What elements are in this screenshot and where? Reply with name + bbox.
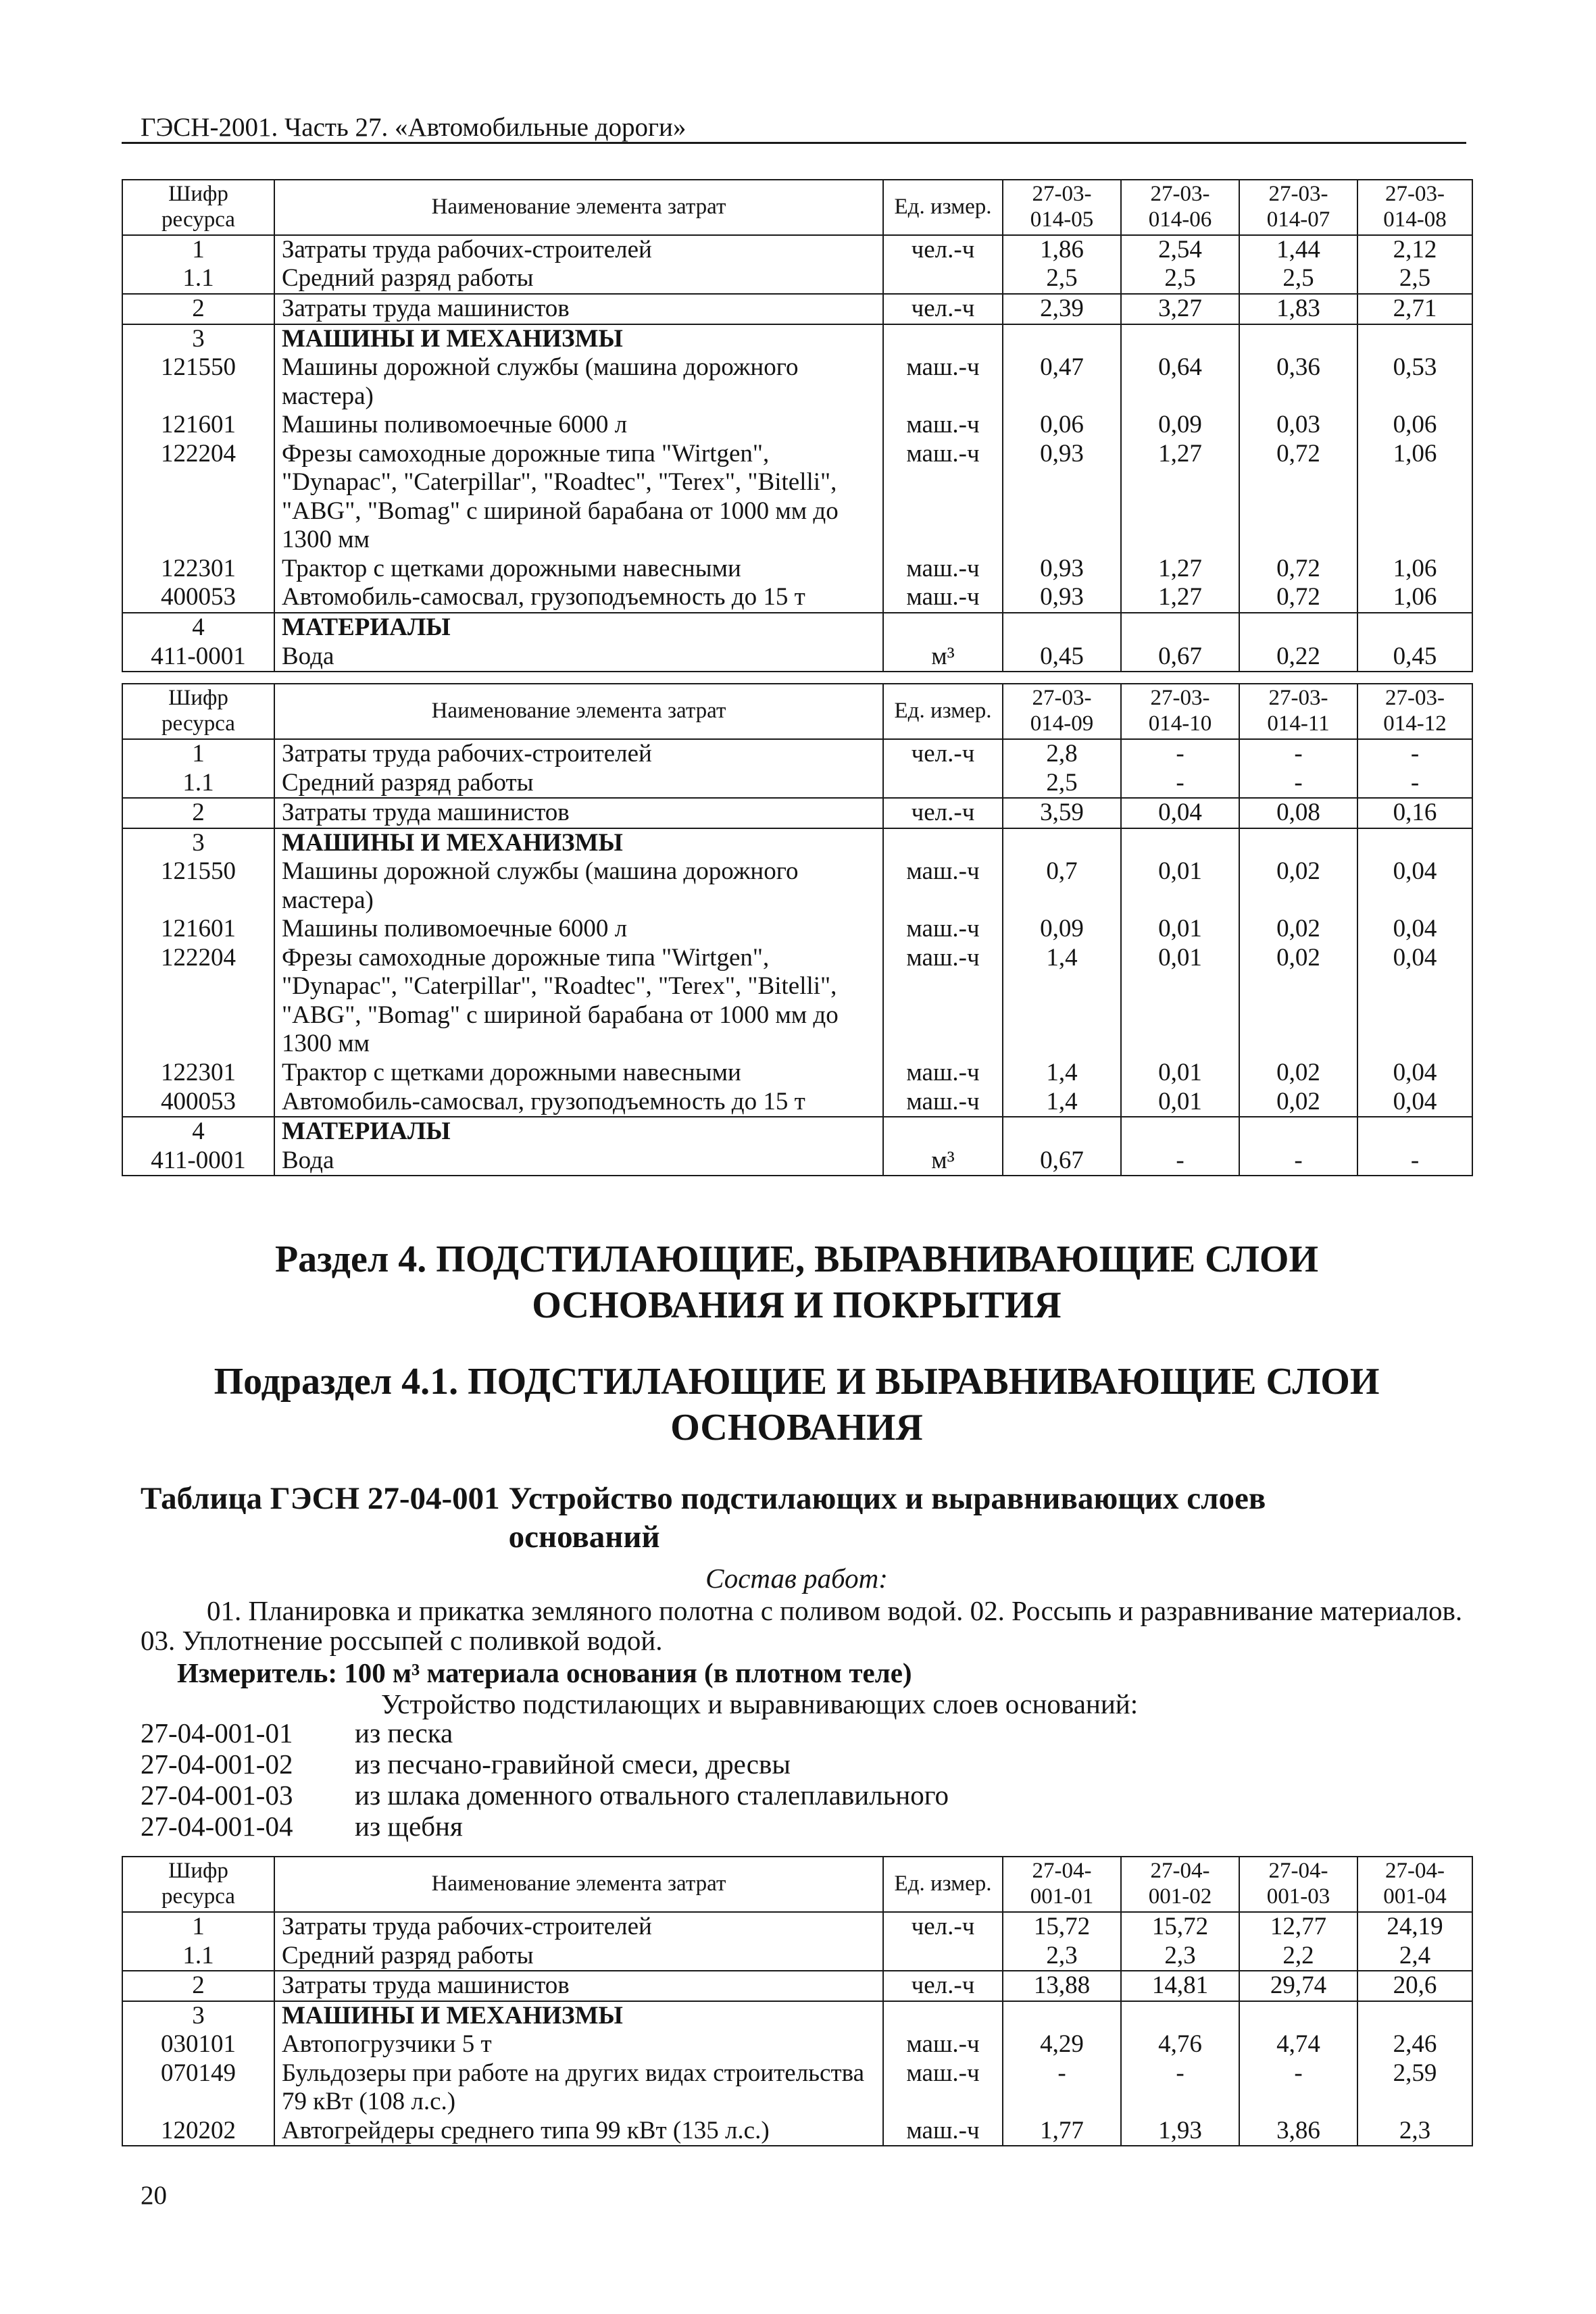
subsection-heading-line: Подраздел 4.1. ПОДСТИЛАЮЩИЕ И ВЫРАВНИВАЮЩИЕ СЛОИ [214, 1361, 1380, 1403]
variant-text: из песка [355, 1717, 453, 1749]
norm-value: 0,04 [1357, 915, 1472, 944]
norm-value: 4,29 [1003, 2030, 1121, 2059]
cost-element-name: Средний разряд работы [274, 264, 883, 294]
unit: маш.-ч [883, 411, 1003, 440]
norm-value: - [1121, 739, 1239, 769]
norm-value: 2,3 [1357, 2117, 1472, 2146]
cost-element-name: Затраты труда машинистов [274, 798, 883, 828]
resource-code: 1 [122, 235, 274, 265]
table-row [122, 555, 1472, 584]
table-row [122, 2059, 1472, 2117]
norm-value [1239, 2001, 1357, 2031]
norm-value: 0,08 [1239, 798, 1357, 828]
norm-value [1121, 613, 1239, 643]
section-heading-line: Раздел 4. ПОДСТИЛАЮЩИЕ, ВЫРАВНИВАЮЩИЕ СЛОИ [274, 1238, 1319, 1281]
norm-value: 1,4 [1003, 1088, 1121, 1117]
unit: маш.-ч [883, 915, 1003, 944]
page-number: 20 [141, 2181, 167, 2211]
section-heading [122, 1236, 1472, 1328]
norm-value: 1,06 [1357, 583, 1472, 613]
norm-value: 3,86 [1239, 2117, 1357, 2146]
table-row [122, 1971, 1472, 2001]
norm-value [1239, 324, 1357, 354]
resource-code: 400053 [122, 1088, 274, 1117]
header-norm-code: 27-03- 014-12 [1357, 684, 1472, 739]
norm-value: 0,03 [1239, 411, 1357, 440]
header-norm-code: 27-04- 001-02 [1121, 1857, 1239, 1912]
cost-element-name: Машины дорожной службы (машина дорожного мастера) [274, 857, 883, 915]
norm-value: 1,86 [1003, 235, 1121, 265]
resource-code: 1.1 [122, 264, 274, 294]
resource-code: 120202 [122, 2117, 274, 2146]
norm-value: 1,27 [1121, 440, 1239, 555]
header-resource-code: Шифр ресурса [122, 1857, 274, 1912]
norm-value: 2,59 [1357, 2059, 1472, 2117]
norm-value: - [1003, 2059, 1121, 2117]
cost-element-name: Трактор с щетками дорожными навесными [274, 555, 883, 584]
norm-value: 0,72 [1239, 440, 1357, 555]
norm-value: 0,09 [1003, 915, 1121, 944]
table-row [122, 1088, 1472, 1117]
work-composition [122, 1596, 1472, 1655]
work-composition-title: Состав работ: [705, 1563, 888, 1594]
table-row [122, 915, 1472, 944]
unit: чел.-ч [883, 294, 1003, 324]
cost-element-name: МАШИНЫ И МЕХАНИЗМЫ [274, 324, 883, 354]
resource-cost-table [122, 179, 1473, 672]
norm-value: 0,09 [1121, 411, 1239, 440]
unit: маш.-ч [883, 583, 1003, 613]
norm-value: 0,45 [1003, 643, 1121, 672]
unit: м³ [883, 643, 1003, 672]
section-heading-line: ОСНОВАНИЯ И ПОКРЫТИЯ [532, 1284, 1062, 1327]
norm-value: 2,12 [1357, 235, 1472, 265]
resource-code: 1.1 [122, 769, 274, 799]
cost-element-name: Машины поливомоечные 6000 л [274, 915, 883, 944]
variant-code: 27-04-001-03 [141, 1780, 293, 1811]
norm-value: 12,77 [1239, 1912, 1357, 1942]
norm-value [1357, 2001, 1472, 2031]
resource-code: 122204 [122, 440, 274, 555]
norm-value: 1,44 [1239, 235, 1357, 265]
header-row [122, 684, 1472, 739]
resource-cost-table [122, 683, 1473, 1176]
table-row [122, 739, 1472, 769]
cost-element-name: МАШИНЫ И МЕХАНИЗМЫ [274, 828, 883, 858]
norm-value: - [1121, 769, 1239, 799]
section-row [122, 613, 1472, 643]
table-row [122, 1059, 1472, 1088]
norm-value: 0,04 [1357, 857, 1472, 915]
norm-value [1003, 613, 1121, 643]
cost-element-name: Машины дорожной службы (машина дорожного мастера) [274, 353, 883, 411]
resource-code: 121601 [122, 411, 274, 440]
norm-value: 0,45 [1357, 643, 1472, 672]
resource-code: 122204 [122, 944, 274, 1059]
norm-value: 1,93 [1121, 2117, 1239, 2146]
norm-value [1357, 1117, 1472, 1147]
variant-code: 27-04-001-01 [141, 1717, 293, 1749]
unit [883, 1117, 1003, 1147]
variant-text: из шлака доменного отвального сталеплавильного [355, 1780, 949, 1811]
norm-value [1121, 828, 1239, 858]
norm-value [1121, 324, 1239, 354]
table-row [122, 798, 1472, 828]
resource-code: 411-0001 [122, 1147, 274, 1176]
norm-value: 1,06 [1357, 440, 1472, 555]
table-caption-description [509, 1480, 1266, 1557]
norm-value: 0,02 [1239, 915, 1357, 944]
unit [883, 2001, 1003, 2031]
norm-value: 1,06 [1357, 555, 1472, 584]
norm-value: 0,7 [1003, 857, 1121, 915]
table-row [122, 2030, 1472, 2059]
cost-element-name: МАТЕРИАЛЫ [274, 1117, 883, 1147]
cost-element-name: Фрезы самоходные дорожные типа "Wirtgen", "Dynapac", "Caterpillar", "Roadtec", "Terex", "Bitelli", "ABG", "Bomag" с шириной барабана от 1000 мм до 1300 мм [274, 440, 883, 555]
unit: чел.-ч [883, 1971, 1003, 2001]
unit: маш.-ч [883, 2117, 1003, 2146]
norm-value: 0,47 [1003, 353, 1121, 411]
norm-value: 13,88 [1003, 1971, 1121, 2001]
resource-code: 2 [122, 1971, 274, 2001]
norm-value: 0,93 [1003, 583, 1121, 613]
resource-code: 3 [122, 828, 274, 858]
unit [883, 324, 1003, 354]
norm-value [1357, 828, 1472, 858]
norm-value: 3,59 [1003, 798, 1121, 828]
unit [883, 828, 1003, 858]
norm-value: 0,01 [1121, 857, 1239, 915]
cost-element-name: Затраты труда рабочих-строителей [274, 235, 883, 265]
resource-code: 030101 [122, 2030, 274, 2059]
norm-value: 0,36 [1239, 353, 1357, 411]
variant-code: 27-04-001-02 [141, 1749, 293, 1780]
unit: чел.-ч [883, 1912, 1003, 1942]
norm-value: 0,93 [1003, 555, 1121, 584]
norm-value: 2,8 [1003, 739, 1121, 769]
norm-value: 1,77 [1003, 2117, 1121, 2146]
norm-value: 1,83 [1239, 294, 1357, 324]
unit: маш.-ч [883, 555, 1003, 584]
norm-value: 2,5 [1003, 264, 1121, 294]
header-unit: Ед. измер. [883, 1857, 1003, 1912]
table-row [122, 643, 1472, 672]
cost-element-name: Затраты труда рабочих-строителей [274, 739, 883, 769]
variants-intro: Устройство подстилающих и выравнивающих слоев оснований: [381, 1688, 1139, 1720]
unit [883, 264, 1003, 294]
norm-value: - [1239, 769, 1357, 799]
norm-value: 4,76 [1121, 2030, 1239, 2059]
table-row [122, 857, 1472, 915]
cost-element-name: Бульдозеры при работе на других видах строительства 79 кВт (108 л.с.) [274, 2059, 883, 2117]
variant-code: 27-04-001-04 [141, 1811, 293, 1842]
norm-value: 0,04 [1357, 944, 1472, 1059]
norm-value: 0,53 [1357, 353, 1472, 411]
table-row [122, 944, 1472, 1059]
norm-value: 15,72 [1121, 1912, 1239, 1942]
unit: чел.-ч [883, 235, 1003, 265]
table-row [122, 440, 1472, 555]
resource-code: 1.1 [122, 1942, 274, 1971]
section-row [122, 1117, 1472, 1147]
unit [883, 769, 1003, 799]
norm-value [1239, 613, 1357, 643]
table-row [122, 411, 1472, 440]
norm-value: 1,4 [1003, 1059, 1121, 1088]
cost-element-name: Средний разряд работы [274, 1942, 883, 1971]
resource-code: 2 [122, 294, 274, 324]
header-resource-code: Шифр ресурса [122, 684, 274, 739]
norm-value: 2,3 [1003, 1942, 1121, 1971]
norm-value [1003, 1117, 1121, 1147]
table-row [122, 769, 1472, 799]
norm-value: 0,02 [1239, 944, 1357, 1059]
unit: чел.-ч [883, 798, 1003, 828]
norm-value: 14,81 [1121, 1971, 1239, 2001]
variant-item [122, 1811, 1472, 1842]
variants-list [122, 1717, 1472, 1842]
resource-code: 122301 [122, 555, 274, 584]
header-row [122, 180, 1472, 235]
table-header [122, 684, 1472, 739]
variant-item [122, 1780, 1472, 1811]
table-body [122, 1912, 1472, 2146]
norm-value [1239, 828, 1357, 858]
unit: чел.-ч [883, 739, 1003, 769]
resource-code: 400053 [122, 583, 274, 613]
table-row [122, 1942, 1472, 1971]
header-norm-code: 27-03- 014-08 [1357, 180, 1472, 235]
table-row [122, 1912, 1472, 1942]
variant-item [122, 1717, 1472, 1749]
norm-value [1003, 324, 1121, 354]
norm-value [1357, 613, 1472, 643]
resource-code: 122301 [122, 1059, 274, 1088]
header-cost-element: Наименование элемента затрат [274, 180, 883, 235]
norm-value: - [1239, 739, 1357, 769]
norm-value: 29,74 [1239, 1971, 1357, 2001]
norm-value: 0,01 [1121, 1088, 1239, 1117]
norm-value: 0,22 [1239, 643, 1357, 672]
table-row [122, 294, 1472, 324]
resource-code: 411-0001 [122, 643, 274, 672]
norm-value: 0,01 [1121, 1059, 1239, 1088]
header-norm-code: 27-04- 001-04 [1357, 1857, 1472, 1912]
norm-value: 0,01 [1121, 944, 1239, 1059]
table-row [122, 2117, 1472, 2146]
norm-value: 0,64 [1121, 353, 1239, 411]
norm-value: 2,5 [1003, 769, 1121, 799]
norm-value: 0,02 [1239, 1088, 1357, 1117]
header-norm-code: 27-03- 014-09 [1003, 684, 1121, 739]
cost-element-name: Фрезы самоходные дорожные типа "Wirtgen", "Dynapac", "Caterpillar", "Roadtec", "Terex", "Bitelli", "ABG", "Bomag" с шириной барабана от 1000 мм до 1300 мм [274, 944, 883, 1059]
table-caption [122, 1480, 1472, 1557]
table-caption-label: Таблица ГЭСН 27-04-001 [141, 1481, 500, 1517]
norm-value: 0,06 [1357, 411, 1472, 440]
unit [883, 613, 1003, 643]
norm-value: 1,27 [1121, 555, 1239, 584]
cost-element-name: Вода [274, 1147, 883, 1176]
cost-element-name: Автопогрузчики 5 т [274, 2030, 883, 2059]
unit: маш.-ч [883, 1088, 1003, 1117]
work-composition-line: 01. Планировка и прикатка земляного полотна с поливом водой. 02. Россыпь и разравнивание материалов. [207, 1595, 1463, 1627]
section-row [122, 2001, 1472, 2031]
variant-item [122, 1749, 1472, 1780]
unit: маш.-ч [883, 857, 1003, 915]
header-norm-code: 27-03- 014-11 [1239, 684, 1357, 739]
norm-value: 24,19 [1357, 1912, 1472, 1942]
unit: маш.-ч [883, 1059, 1003, 1088]
norm-value: 0,02 [1239, 857, 1357, 915]
norm-value: 2,4 [1357, 1942, 1472, 1971]
norm-value: 0,01 [1121, 915, 1239, 944]
cost-element-name: Машины поливомоечные 6000 л [274, 411, 883, 440]
table-body [122, 739, 1472, 1176]
norm-value [1121, 1117, 1239, 1147]
subsection-heading [122, 1359, 1472, 1451]
header-unit: Ед. измер. [883, 684, 1003, 739]
table-header [122, 1857, 1472, 1912]
norm-value: 0,04 [1357, 1059, 1472, 1088]
cost-element-name: Трактор с щетками дорожными навесными [274, 1059, 883, 1088]
resource-code: 121550 [122, 353, 274, 411]
table-row [122, 353, 1472, 411]
norm-value [1003, 2001, 1121, 2031]
norm-value: 0,02 [1239, 1059, 1357, 1088]
header-norm-code: 27-03- 014-07 [1239, 180, 1357, 235]
norm-value: 0,06 [1003, 411, 1121, 440]
resource-code: 1 [122, 1912, 274, 1942]
cost-element-name: Затраты труда рабочих-строителей [274, 1912, 883, 1942]
cost-element-name: МАТЕРИАЛЫ [274, 613, 883, 643]
unit: маш.-ч [883, 353, 1003, 411]
section-row [122, 324, 1472, 354]
norm-value: 20,6 [1357, 1971, 1472, 2001]
cost-element-name: Автогрейдеры среднего типа 99 кВт (135 л.с.) [274, 2117, 883, 2146]
page-content [122, 0, 1472, 2211]
norm-value: - [1357, 1147, 1472, 1176]
header-cost-element: Наименование элемента затрат [274, 684, 883, 739]
norm-value: - [1121, 2059, 1239, 2117]
resource-code: 121550 [122, 857, 274, 915]
header-norm-code: 27-03- 014-06 [1121, 180, 1239, 235]
norm-value: 1,27 [1121, 583, 1239, 613]
norm-value: 0,04 [1121, 798, 1239, 828]
norm-value: 0,93 [1003, 440, 1121, 555]
cost-element-name: МАШИНЫ И МЕХАНИЗМЫ [274, 2001, 883, 2031]
norm-value: 2,71 [1357, 294, 1472, 324]
norm-value: 0,72 [1239, 555, 1357, 584]
norm-value: - [1239, 2059, 1357, 2117]
norm-value: 4,74 [1239, 2030, 1357, 2059]
norm-value: 2,46 [1357, 2030, 1472, 2059]
unit: маш.-ч [883, 440, 1003, 555]
resource-code: 4 [122, 613, 274, 643]
norm-value: 3,27 [1121, 294, 1239, 324]
norm-value: - [1357, 739, 1472, 769]
resource-code: 1 [122, 739, 274, 769]
header-norm-code: 27-04- 001-01 [1003, 1857, 1121, 1912]
measure-unit: Измеритель: 100 м³ материала основания (в плотном теле) [177, 1657, 912, 1689]
norm-value: 0,04 [1357, 1088, 1472, 1117]
cost-element-name: Средний разряд работы [274, 769, 883, 799]
variant-text: из щебня [355, 1811, 463, 1842]
variant-text: из песчано-гравийной смеси, дресвы [355, 1749, 791, 1780]
running-header: ГЭСН-2001. Часть 27. «Автомобильные дороги» [122, 114, 1466, 144]
norm-value: 2,39 [1003, 294, 1121, 324]
cost-element-name: Затраты труда машинистов [274, 1971, 883, 2001]
resource-code: 2 [122, 798, 274, 828]
norm-value [1357, 324, 1472, 354]
unit [883, 1942, 1003, 1971]
norm-value: 0,67 [1003, 1147, 1121, 1176]
header-resource-code: Шифр ресурса [122, 180, 274, 235]
norm-value: - [1121, 1147, 1239, 1176]
norm-value: 15,72 [1003, 1912, 1121, 1942]
subsection-heading-line: ОСНОВАНИЯ [670, 1407, 923, 1449]
cost-element-name: Автомобиль-самосвал, грузоподъемность до 15 т [274, 583, 883, 613]
norm-value: 2,5 [1121, 264, 1239, 294]
table-header [122, 180, 1472, 235]
header-row [122, 1857, 1472, 1912]
resource-code: 121601 [122, 915, 274, 944]
table-row [122, 583, 1472, 613]
cost-element-name: Вода [274, 643, 883, 672]
norm-value: 2,5 [1239, 264, 1357, 294]
header-unit: Ед. измер. [883, 180, 1003, 235]
section-row [122, 828, 1472, 858]
norm-value: 2,2 [1239, 1942, 1357, 1971]
unit: маш.-ч [883, 2030, 1003, 2059]
cost-element-name: Автомобиль-самосвал, грузоподъемность до 15 т [274, 1088, 883, 1117]
resource-cost-table [122, 1856, 1473, 2146]
norm-value [1121, 2001, 1239, 2031]
header-norm-code: 27-03- 014-05 [1003, 180, 1121, 235]
norm-value: - [1239, 1147, 1357, 1176]
norm-value: 0,72 [1239, 583, 1357, 613]
work-composition-line: 03. Уплотнение россыпей с поливкой водой. [141, 1625, 663, 1657]
unit: маш.-ч [883, 2059, 1003, 2117]
resource-code: 4 [122, 1117, 274, 1147]
resource-code: 3 [122, 324, 274, 354]
norm-value: 0,67 [1121, 643, 1239, 672]
norm-value: 2,5 [1357, 264, 1472, 294]
header-cost-element: Наименование элемента затрат [274, 1857, 883, 1912]
resource-code: 070149 [122, 2059, 274, 2117]
table-body [122, 235, 1472, 672]
norm-value: 2,54 [1121, 235, 1239, 265]
table-caption-description-line: Устройство подстилающих и выравнивающих слоев [508, 1481, 1266, 1517]
norm-value: - [1357, 769, 1472, 799]
norm-value: 1,4 [1003, 944, 1121, 1059]
table-caption-description-line: оснований [508, 1519, 660, 1555]
table-row [122, 235, 1472, 265]
norm-value [1239, 1117, 1357, 1147]
norm-value [1003, 828, 1121, 858]
table-row [122, 264, 1472, 294]
unit: маш.-ч [883, 944, 1003, 1059]
table-row [122, 1147, 1472, 1176]
unit: м³ [883, 1147, 1003, 1176]
header-norm-code: 27-04- 001-03 [1239, 1857, 1357, 1912]
norm-value: 2,3 [1121, 1942, 1239, 1971]
cost-element-name: Затраты труда машинистов [274, 294, 883, 324]
header-norm-code: 27-03- 014-10 [1121, 684, 1239, 739]
resource-code: 3 [122, 2001, 274, 2031]
norm-value: 0,16 [1357, 798, 1472, 828]
